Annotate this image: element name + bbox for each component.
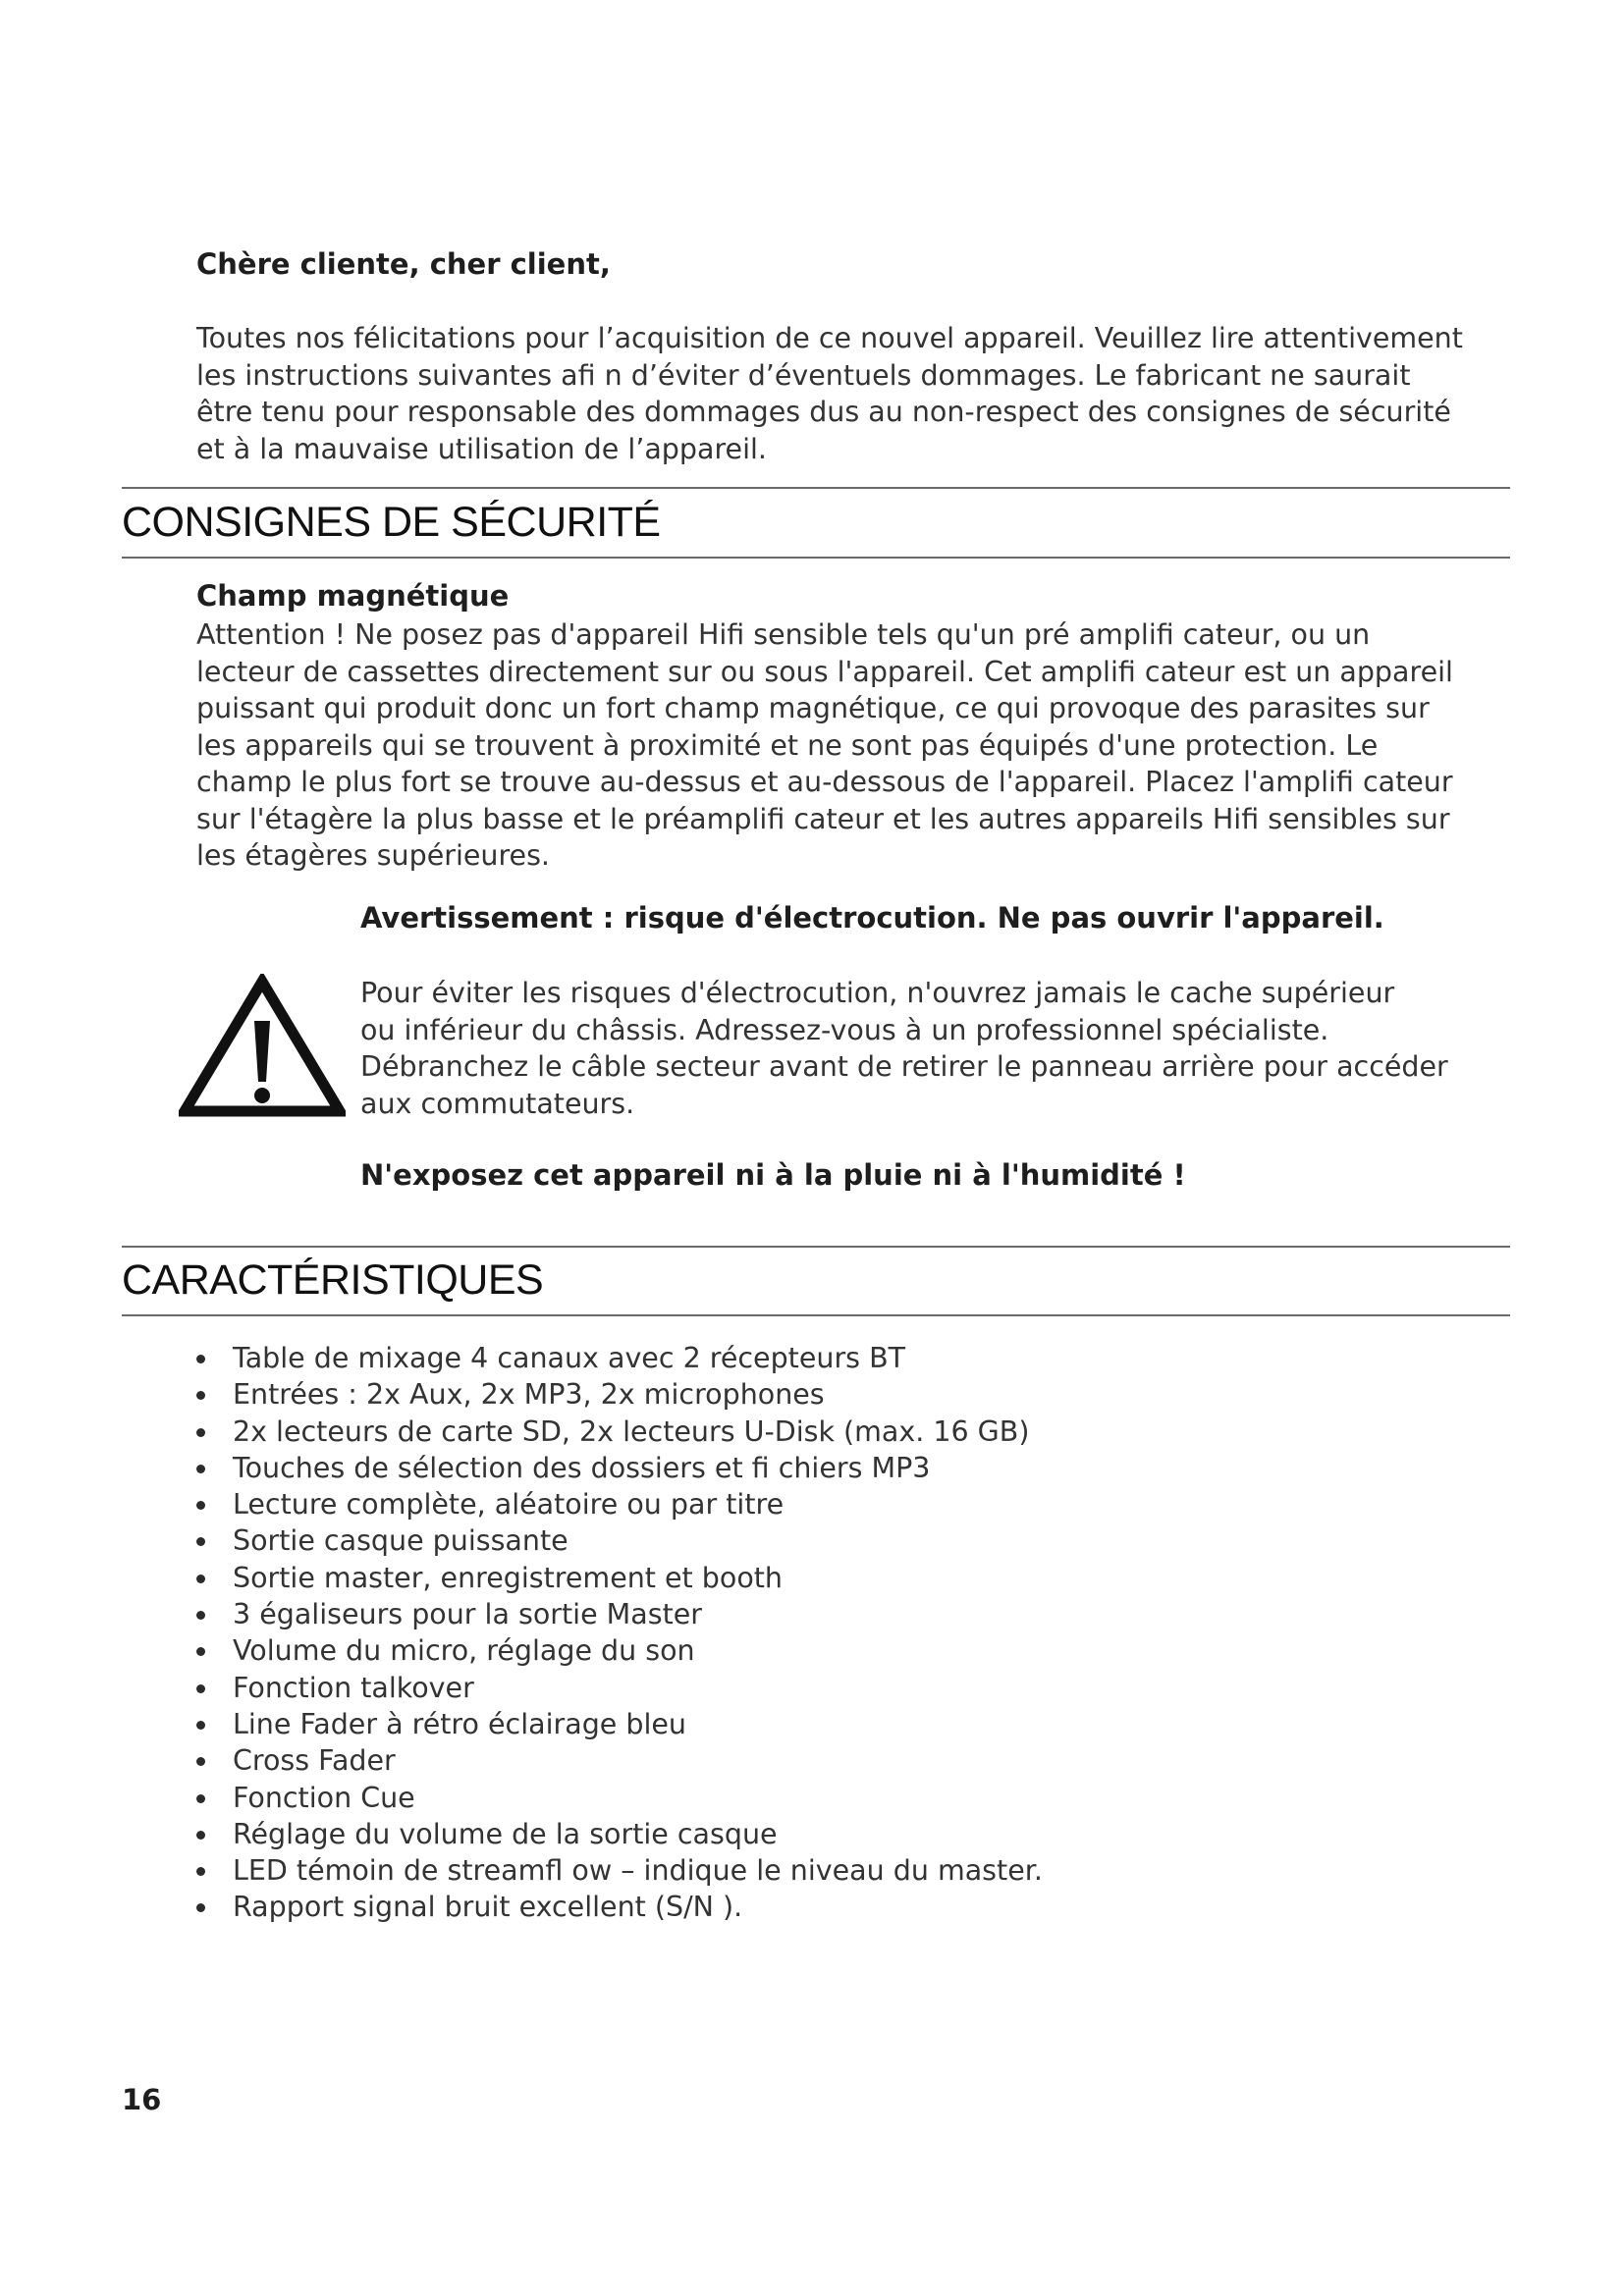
- paragraph-line: champ le plus fort se trouve au-dessus et au-dessous de l'appareil. Placez l'amplifi cateur: [196, 766, 1453, 798]
- list-item: LED témoin de streamfl ow – indique le niveau du master.: [196, 1852, 1043, 1889]
- list-item: 2x lecteurs de carte SD, 2x lecteurs U-Disk (max. 16 GB): [196, 1414, 1043, 1450]
- list-item: Réglage du volume de la sortie casque: [196, 1816, 1043, 1852]
- divider: [122, 1314, 1510, 1316]
- paragraph-line: sur l'étagère la plus basse et le préamplifi cateur et les autres appareils Hifi sensibles sur: [196, 802, 1450, 835]
- list-item: Line Fader à rétro éclairage bleu: [196, 1706, 1043, 1742]
- warning-final: N'exposez cet appareil ni à la pluie ni à l'humidité !: [360, 1158, 1186, 1192]
- list-item: Entrées : 2x Aux, 2x MP3, 2x microphones: [196, 1376, 1043, 1413]
- list-item: Volume du micro, réglage du son: [196, 1632, 1043, 1669]
- paragraph-line: puissant qui produit donc un fort champ magnétique, ce qui provoque des parasites sur: [196, 692, 1430, 724]
- list-item: Sortie master, enregistrement et booth: [196, 1560, 1043, 1596]
- magnetic-field-paragraph: [196, 616, 1453, 875]
- paragraph-line: lecteur de cassettes directement sur ou sous l'appareil. Cet amplifi cateur est un appareil: [196, 655, 1453, 688]
- intro-line: les instructions suivantes afi n d’éviter d’éventuels dommages. Le fabricant ne saurait: [196, 358, 1411, 392]
- page-number: 16: [122, 2083, 162, 2116]
- warning-title: Avertissement : risque d'électrocution. Ne pas ouvrir l'appareil.: [360, 901, 1384, 934]
- paragraph-line: les étagères supérieures.: [196, 839, 550, 872]
- paragraph-line: Attention ! Ne posez pas d'appareil Hifi sensible tels qu'un pré amplifi cateur, ou un: [196, 618, 1371, 651]
- warning-line: ou inférieur du châssis. Adressez-vous à un professionnel spécialiste.: [360, 1013, 1329, 1046]
- warning-triangle-icon: [179, 974, 346, 1119]
- warning-line: Pour éviter les risques d'électrocution, n'ouvrez jamais le cache supérieur: [360, 977, 1395, 1009]
- divider: [122, 1246, 1510, 1248]
- intro-paragraph: [196, 320, 1571, 467]
- subheading-magnetic-field: Champ magnétique: [196, 579, 510, 613]
- paragraph-line: les appareils qui se trouvent à proximité et ne sont pas équipés d'une protection. Le: [196, 728, 1379, 762]
- section-title-safety: CONSIGNES DE SÉCURITÉ: [122, 499, 661, 546]
- greeting: Chère cliente, cher client,: [196, 247, 611, 281]
- intro-line: Toutes nos félicitations pour l’acquisition de ce nouvel appareil. Veuillez lire attentivement: [196, 322, 1463, 354]
- warning-line: aux commutateurs.: [360, 1087, 635, 1120]
- intro-line: être tenu pour responsable des dommages dus au non-respect des consignes de sécurité: [196, 396, 1451, 428]
- section-title-features: CARACTÉRISTIQUES: [122, 1256, 544, 1304]
- list-item: Rapport signal bruit excellent (S/N ).: [196, 1889, 1043, 1925]
- warning-paragraph: [360, 975, 1448, 1122]
- divider-top: [122, 487, 1510, 489]
- list-item: Table de mixage 4 canaux avec 2 récepteurs BT: [196, 1340, 1043, 1376]
- list-item: Touches de sélection des dossiers et fi chiers MP3: [196, 1450, 1043, 1486]
- features-list: [196, 1340, 1043, 1926]
- list-item: 3 égaliseurs pour la sortie Master: [196, 1596, 1043, 1632]
- intro-line: et à la mauvaise utilisation de l’appareil.: [196, 432, 767, 465]
- divider: [122, 557, 1510, 559]
- list-item: Cross Fader: [196, 1742, 1043, 1779]
- list-item: Lecture complète, aléatoire ou par titre: [196, 1486, 1043, 1522]
- list-item: Fonction talkover: [196, 1670, 1043, 1706]
- warning-line: Débranchez le câble secteur avant de retirer le panneau arrière pour accéder: [360, 1050, 1448, 1083]
- list-item: Fonction Cue: [196, 1780, 1043, 1816]
- list-item: Sortie casque puissante: [196, 1522, 1043, 1559]
